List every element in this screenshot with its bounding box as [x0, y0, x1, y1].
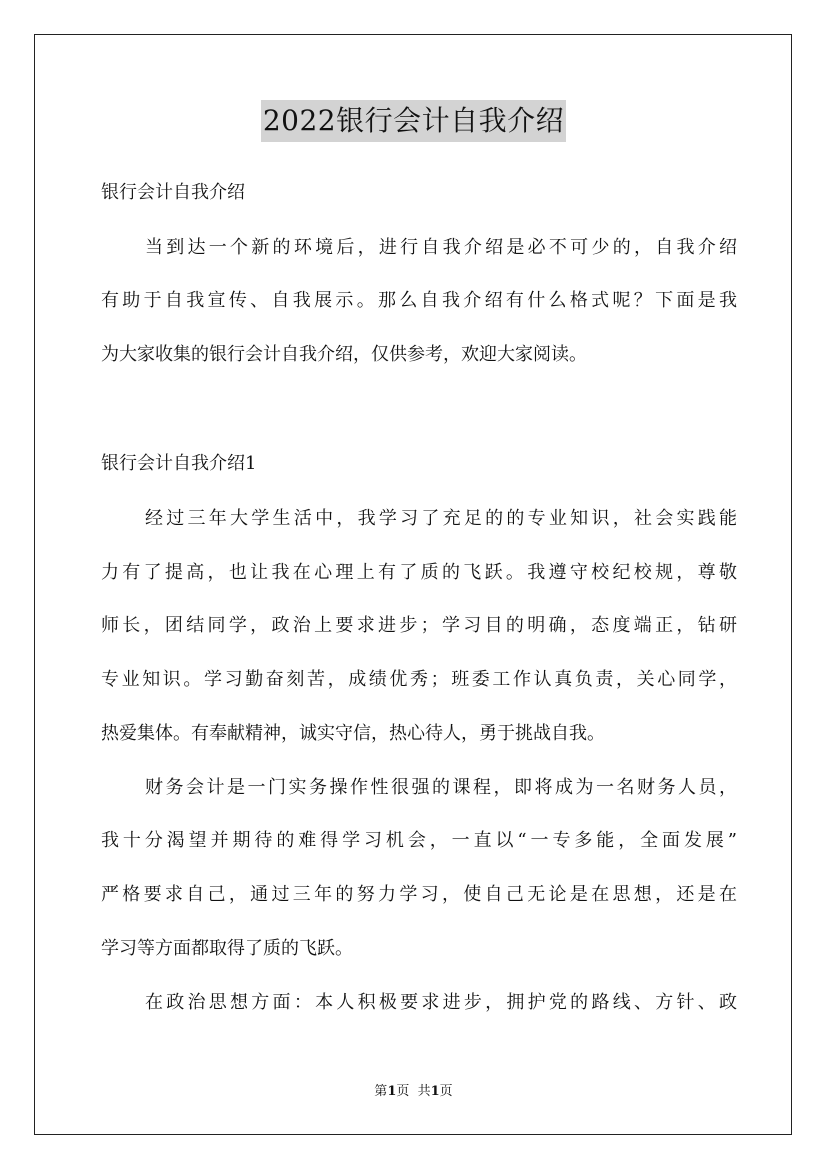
paragraph-line: 我十分渴望并期待的难得学习机会，一直以“一专多能，全面发展” [101, 830, 737, 851]
section-heading: 银行会计自我介绍1 [101, 453, 257, 474]
intro-line: 当到达一个新的环境后，进行自我介绍是必不可少的，自我介绍 [145, 237, 737, 258]
footer-suffix: 页 [439, 1084, 453, 1099]
paragraph-line: 经过三年大学生活中，我学习了充足的的专业知识，社会实践能 [145, 508, 737, 529]
title-container [0, 100, 827, 142]
footer-total-pages: 1 [430, 1084, 440, 1099]
paragraph-line: 专业知识。学习勤奋刻苦，成绩优秀；班委工作认真负责，关心同学， [101, 669, 737, 690]
page-footer [0, 1083, 827, 1101]
paragraph-line: 学习等方面都取得了质的飞跃。 [101, 938, 353, 959]
footer-middle: 页 共 [396, 1084, 431, 1099]
paragraph-line: 热爱集体。有奉献精神，诚实守信，热心待人，勇于挑战自我。 [101, 723, 605, 744]
paragraph-line: 严格要求自己，通过三年的努力学习，使自己无论是在思想，还是在 [101, 884, 737, 905]
paragraph-line: 财务会计是一门实务操作性很强的课程，即将成为一名财务人员， [145, 777, 737, 798]
intro-line: 为大家收集的银行会计自我介绍，仅供参考，欢迎大家阅读。 [101, 344, 587, 365]
document-title: 2022银行会计自我介绍 [261, 100, 566, 142]
document-heading: 银行会计自我介绍 [101, 182, 245, 203]
footer-page-number: 1 [387, 1084, 397, 1099]
intro-line: 有助于自我宣传、自我展示。那么自我介绍有什么格式呢？下面是我 [101, 290, 737, 311]
footer-prefix: 第 [374, 1084, 388, 1099]
paragraph-line: 力有了提高，也让我在心理上有了质的飞跃。我遵守校纪校规，尊敬 [101, 562, 737, 583]
paragraph-line: 师长，团结同学，政治上要求进步；学习目的明确，态度端正，钻研 [101, 615, 737, 636]
paragraph-line: 在政治思想方面：本人积极要求进步，拥护党的路线、方针、政 [145, 992, 737, 1013]
